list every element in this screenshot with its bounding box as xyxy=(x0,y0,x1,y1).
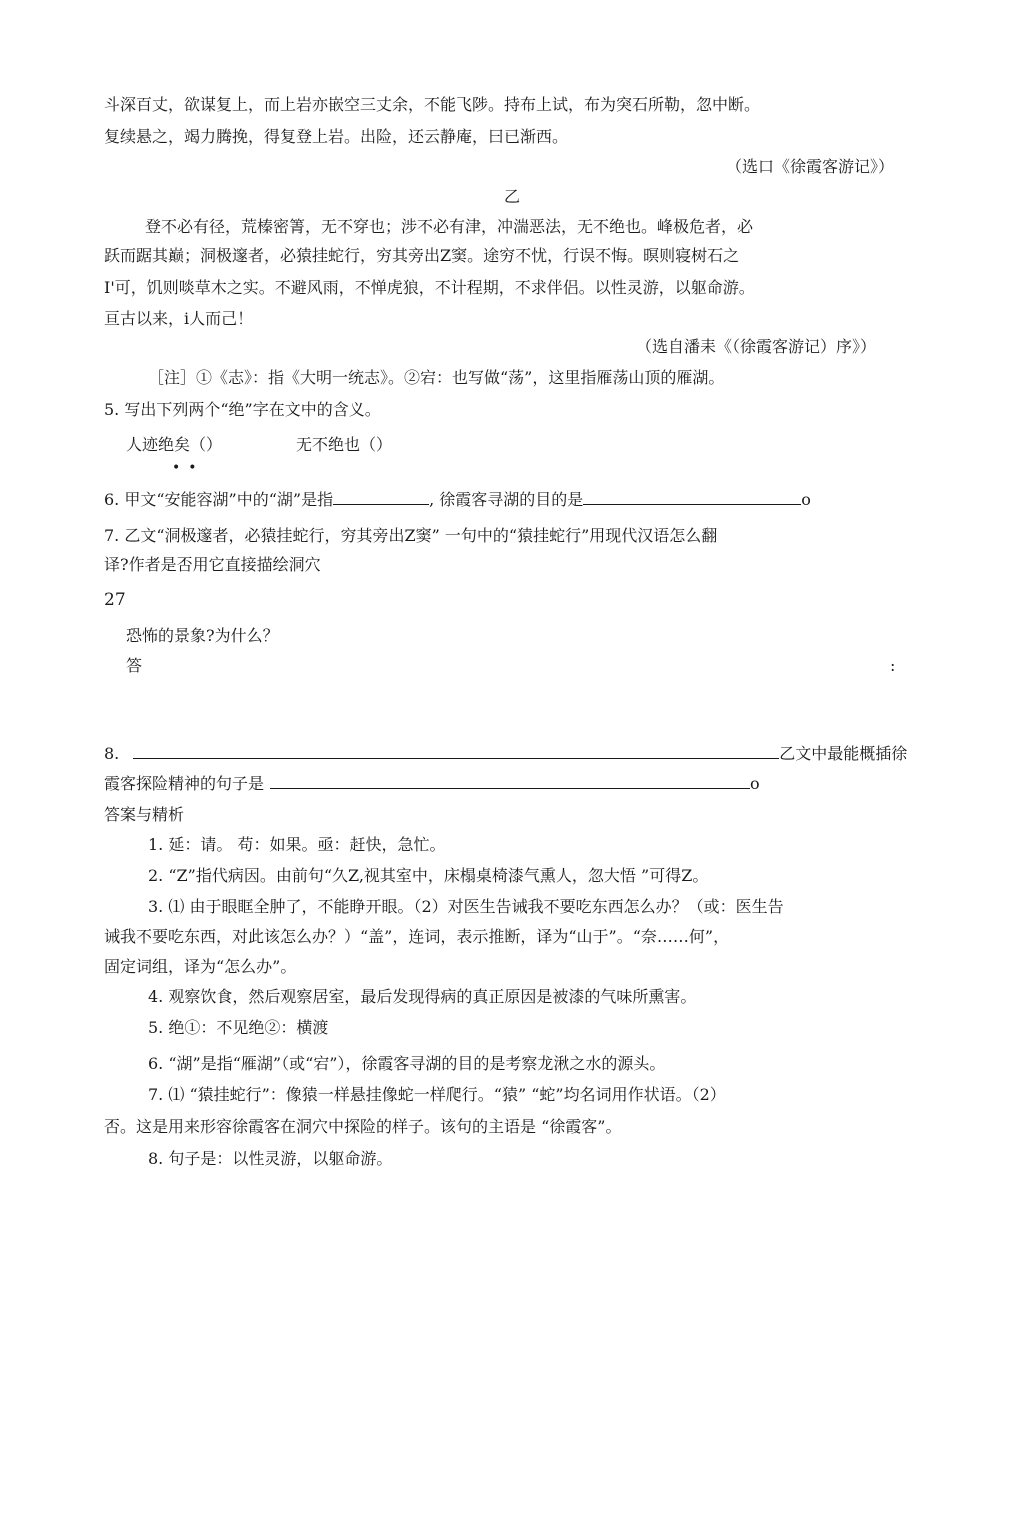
question-8-line-1-end: 乙文中最能概插徐 xyxy=(779,744,908,763)
answer-3-line-1: 3. ⑴ 由于眼眶全肿了，不能睁开眼。（2）对医生告诫我不要吃东西怎么办？（或：医生告 xyxy=(148,897,784,916)
yi-text-line-2: 跃而踞其巅；洞极邃者，必猿挂蛇行，穷其旁出Z窦。途穷不忧，行误不悔。暝则寝树石之 xyxy=(104,246,740,265)
question-5-item-a: 人迹绝矣（） xyxy=(126,435,223,454)
jia-source: （选口《徐霞客游记》） xyxy=(726,157,895,176)
answer-3-line-2: 诫我不要吃东西，对此该怎么办？）“盖”，连词，表示推断，译为“山于”。“奈……何”， xyxy=(104,927,730,946)
question-7-line-2: 译?作者是否用它直接描绘洞穴 xyxy=(104,555,321,574)
question-8-line-2 xyxy=(104,773,760,795)
yi-source: （选自潘耒《（徐霞客游记）序》） xyxy=(636,337,877,356)
yi-text-line-4: 亘古以来，i人而己！ xyxy=(104,309,254,328)
question-6-prefix: 6. 甲文“安能容湖”中的“湖”是指 xyxy=(104,490,334,509)
answer-6: 6. “湖”是指“雁湖”（或“宕”），徐霞客寻湖的目的是考察龙湫之水的源头。 xyxy=(148,1054,666,1073)
question-7-line-1: 7. 乙文“洞极邃者，必猿挂蛇行，穷其旁出Z窦” 一句中的“猿挂蛇行”用现代汉语怎么翻 xyxy=(104,526,718,545)
jia-text-line-1: 斗深百丈，欲谋复上，而上岩亦嵌空三丈余，不能飞陟。持布上试，布为突石所勒，忽中断。 xyxy=(104,95,761,114)
question-8-end: o xyxy=(750,774,760,793)
question-6-end: o xyxy=(801,490,811,509)
answer-7-line-2: 否。这是用来形容徐霞客在洞穴中探险的样子。该句的主语是 “徐霞客”。 xyxy=(104,1117,622,1136)
yi-text-line-3: I'可，饥则啖草木之实。不避风雨，不惮虎狼，不计程期，不求伴侣。以性灵游，以躯命游。 xyxy=(104,278,755,297)
question-6 xyxy=(104,489,811,511)
question-6-blank-2[interactable] xyxy=(583,490,801,505)
question-8-blank-1[interactable] xyxy=(133,744,779,759)
question-8-number: 8. xyxy=(104,744,120,763)
jia-text-line-2: 复续悬之，竭力腾挽，得复登上岩。出险，还云静庵，曰已渐西。 xyxy=(104,127,569,146)
answer-8: 8. 句子是：以性灵游，以躯命游。 xyxy=(148,1149,393,1168)
answer-7-line-1: 7. ⑴ “猿挂蛇行”：像猿一样悬挂像蛇一样爬行。“猿” “蛇”均名词用作状语。（2） xyxy=(148,1085,726,1104)
emphasis-dots: •• xyxy=(172,460,205,476)
question-8-line-1 xyxy=(104,743,907,765)
answer-label: 答 xyxy=(126,656,143,675)
yi-text-line-1: 登不必有径，荒榛密箐，无不穿也；涉不必有津，冲湍恶法，无不绝也。峰极危者，必 xyxy=(145,217,754,236)
answer-2: 2. “Z”指代病因。由前句“久Z,视其室中，床榻桌椅漆气熏人，忽大悟 ”可得Z。 xyxy=(148,866,709,885)
yi-heading: 乙 xyxy=(504,187,521,206)
page-number: 27 xyxy=(104,590,126,610)
question-5-item-b: 无不绝也（） xyxy=(296,435,393,454)
question-6-mid: , 徐霞客寻湖的目的是 xyxy=(429,490,584,509)
question-8-blank-2[interactable] xyxy=(270,774,750,789)
question-6-blank-1[interactable] xyxy=(333,490,429,505)
question-7-line-3: 恐怖的景象?为什么？ xyxy=(126,626,279,645)
answer-5: 5. 绝①：不见绝②：横渡 xyxy=(148,1018,329,1037)
question-8-line-2-start: 霞客探险精神的句子是 xyxy=(104,774,265,793)
annotation-note: ［注］①《志》：指《大明一统志》。②宕：也写做“荡”，这里指雁荡山顶的雁湖。 xyxy=(148,368,725,387)
answer-1: 1. 延：请。 苟：如果。亟：赶快，急忙。 xyxy=(148,835,446,854)
answer-3-line-3: 固定词组，译为“怎么办”。 xyxy=(104,957,297,976)
answer-4: 4. 观察饮食，然后观察居室，最后发现得病的真正原因是被漆的气味所熏害。 xyxy=(148,987,697,1006)
answer-colon: : xyxy=(890,656,896,675)
question-5: 5. 写出下列两个“绝”字在文中的含义。 xyxy=(104,400,381,419)
answers-heading: 答案与精析 xyxy=(104,805,185,824)
